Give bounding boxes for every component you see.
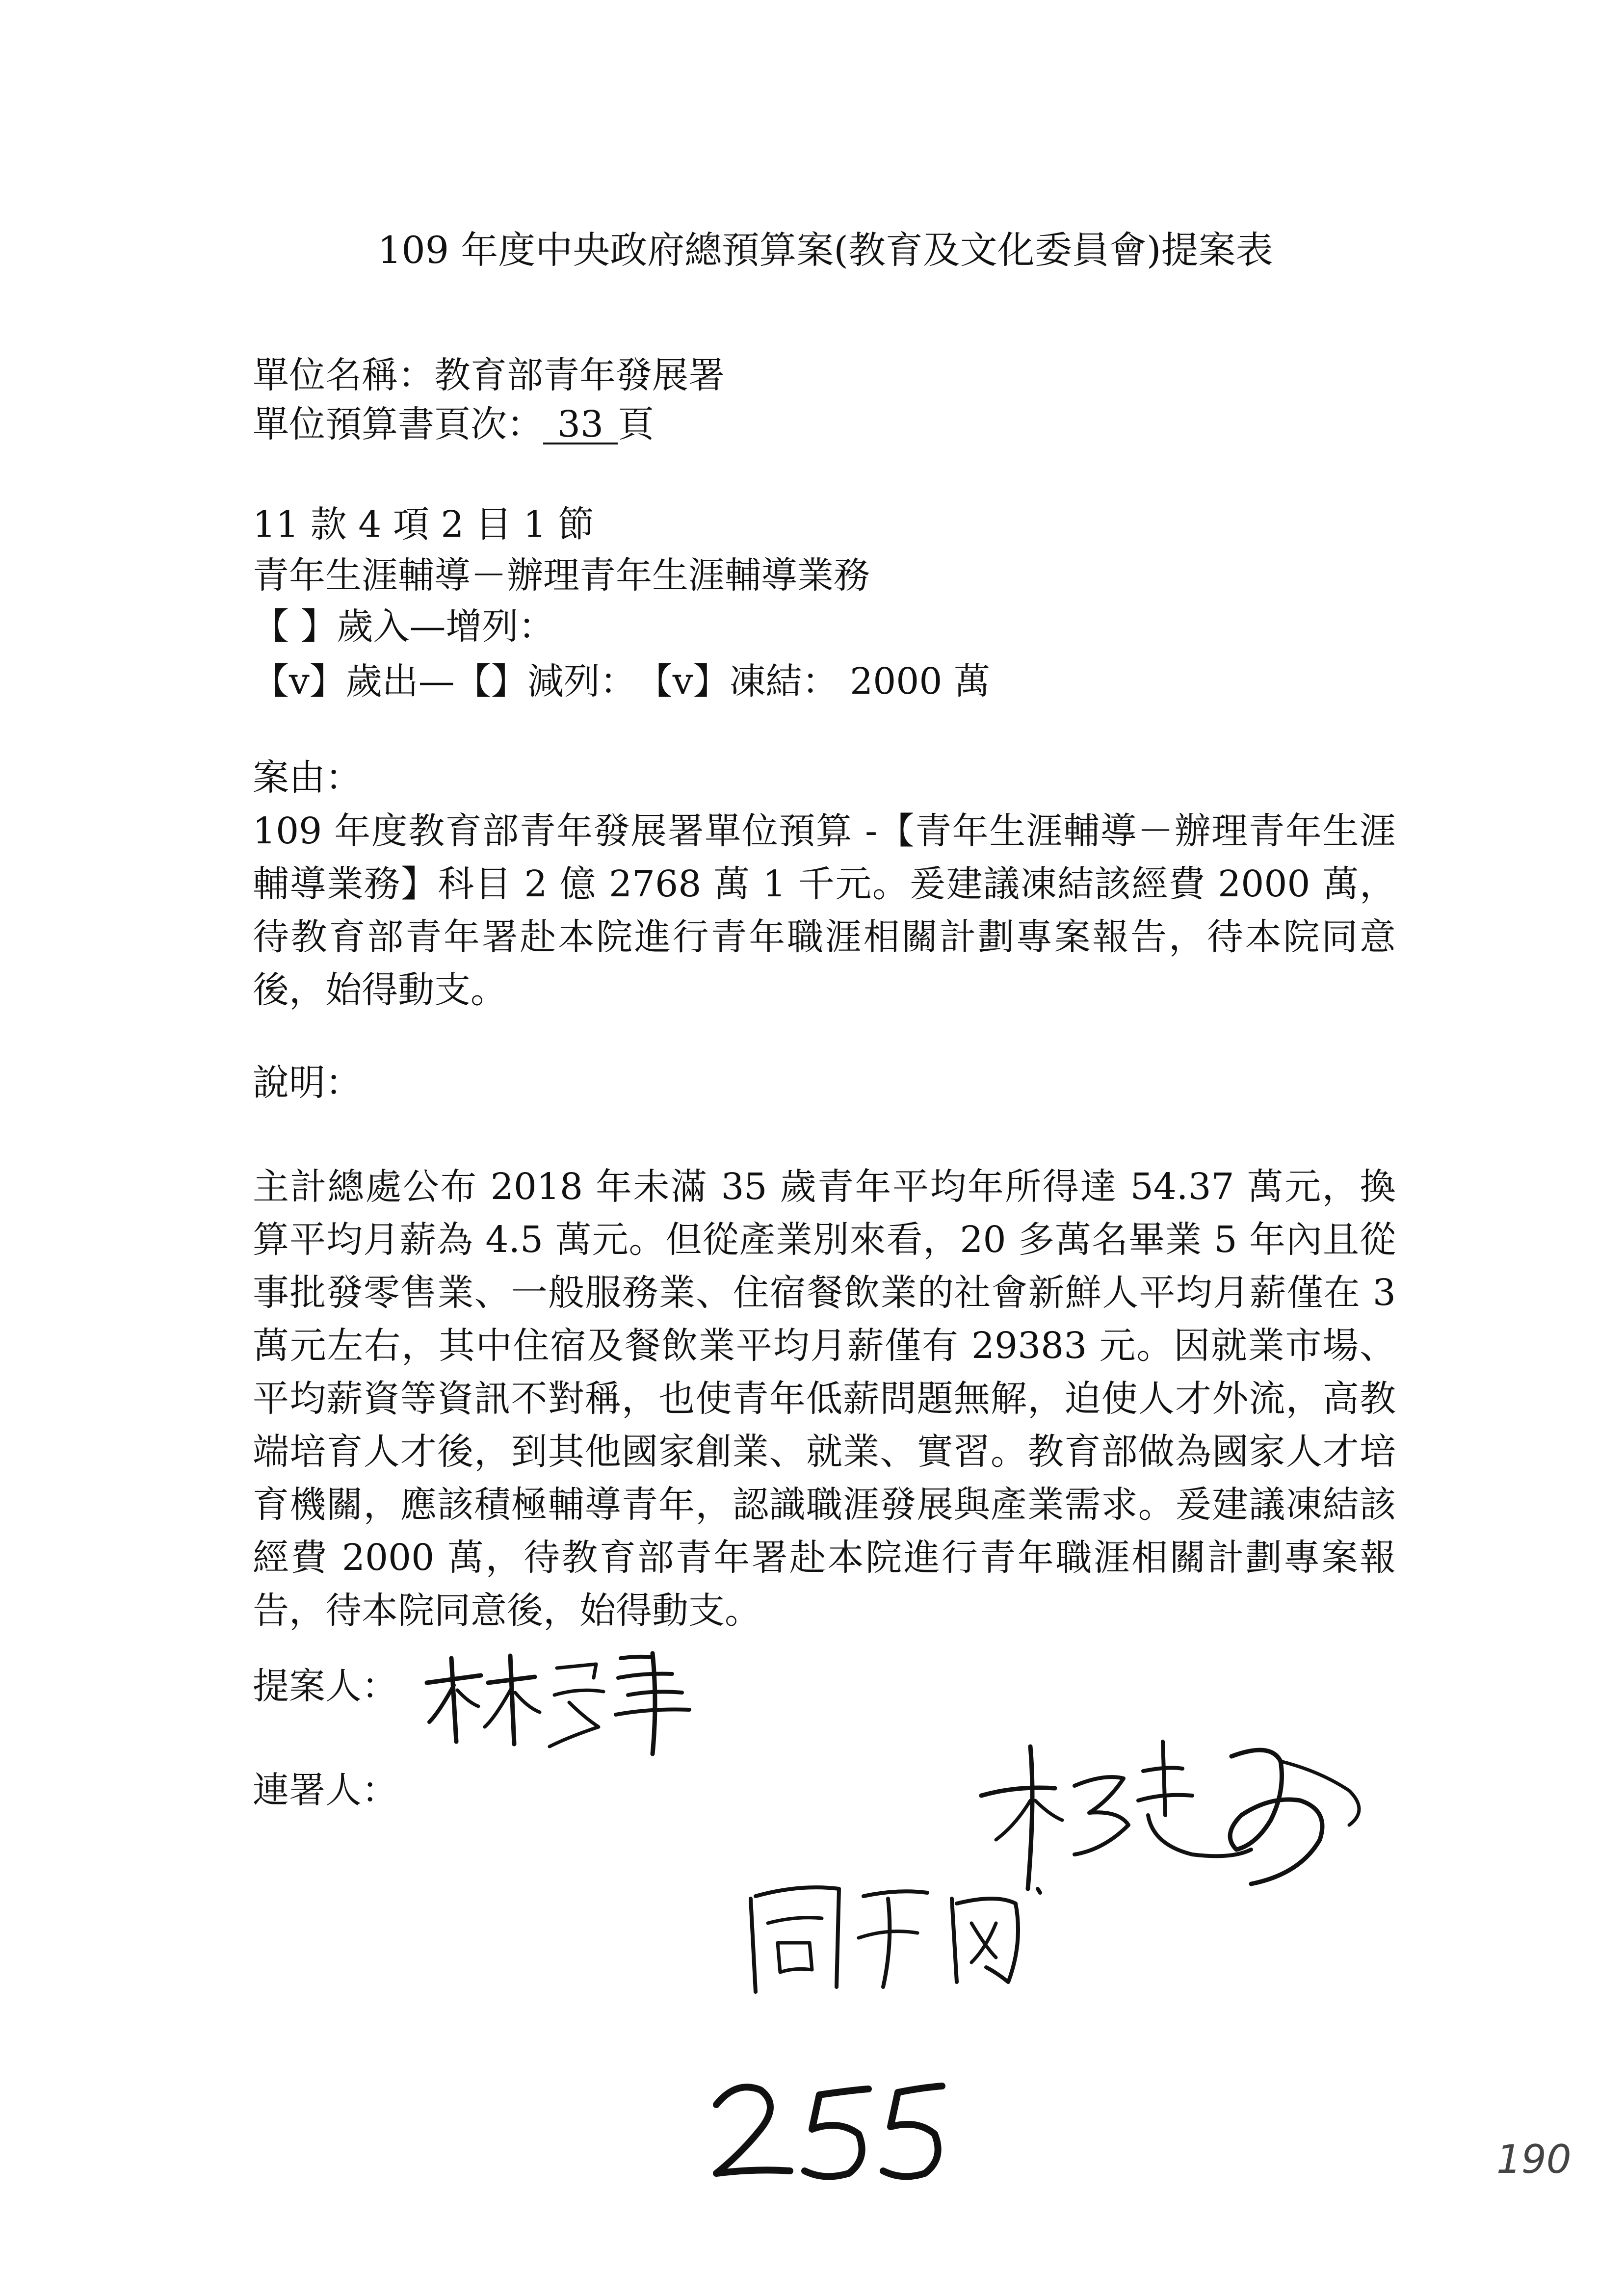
budget-section: 11 款 4 項 2 目 1 節	[253, 503, 595, 546]
budget-page-row	[253, 403, 654, 445]
budget-page-label: 單位預算書頁次：	[253, 403, 543, 445]
reason-label: 案由：	[253, 757, 362, 799]
proposer-label: 提案人：	[253, 1665, 398, 1707]
unit-name-value: 教育部青年發展署	[434, 354, 725, 396]
budget-program: 青年生涯輔導－辦理青年生涯輔導業務	[253, 554, 870, 597]
explanation-text: 主計總處公布 2018 年未滿 35 歲青年平均年所得達 54.37 萬元，換算平均月薪為 4.5 萬元。但從產業別來看，20 多萬名畢業 5 年內且從事批發零售業、一般服務業、住宿餐飲業的社會新鮮人平均月薪僅在 3 萬元左右，其中住宿及餐飲業平均月薪僅有 29383 元。因就業市場、平均薪資等資訊不對稱，也使青年低薪問題無解，迫使人才外流，高教端培育人才後，到其他國家創業、就業、實習。教育部做為國家人才培育機關，應該積極輔導青年，認識職涯發展與產業需求。爰建議凍結該經費 2000 萬，待教育部青年署赴本院進行青年職涯相關計劃專案報告，待本院同意後，始得動支。	[253, 1166, 1396, 1632]
cosigner-signature-2	[741, 1869, 1055, 1997]
form-title: 109 年度中央政府總預算案(教育及文化委員會)提案表	[378, 228, 1273, 272]
unit-name-label: 單位名稱：	[253, 354, 434, 396]
page-number: 190	[1496, 2137, 1572, 2182]
handwritten-number	[707, 2075, 947, 2188]
unit-name-row	[253, 354, 725, 396]
cosigner-label: 連署人：	[253, 1769, 398, 1811]
explanation-label: 說明：	[253, 1062, 362, 1104]
revenue-line: 【 】歲入—增列：	[253, 605, 555, 648]
reason-text: 109 年度教育部青年發展署單位預算 -【青年生涯輔導－辦理青年生涯輔導業務】科目 2 億 2768 萬 1 千元。爰建議凍結該經費 2000 萬，待教育部青年署赴本院進行青年職涯相關計劃專案報告，待本院同意後，始得動支。	[253, 810, 1396, 1011]
budget-page-value: 33	[543, 406, 618, 444]
proposer-signature	[422, 1648, 697, 1756]
budget-page-suffix: 頁	[618, 403, 654, 445]
expense-freeze-line: 【v】歲出—【】減列： 【v】凍結： 2000 萬	[253, 660, 990, 703]
